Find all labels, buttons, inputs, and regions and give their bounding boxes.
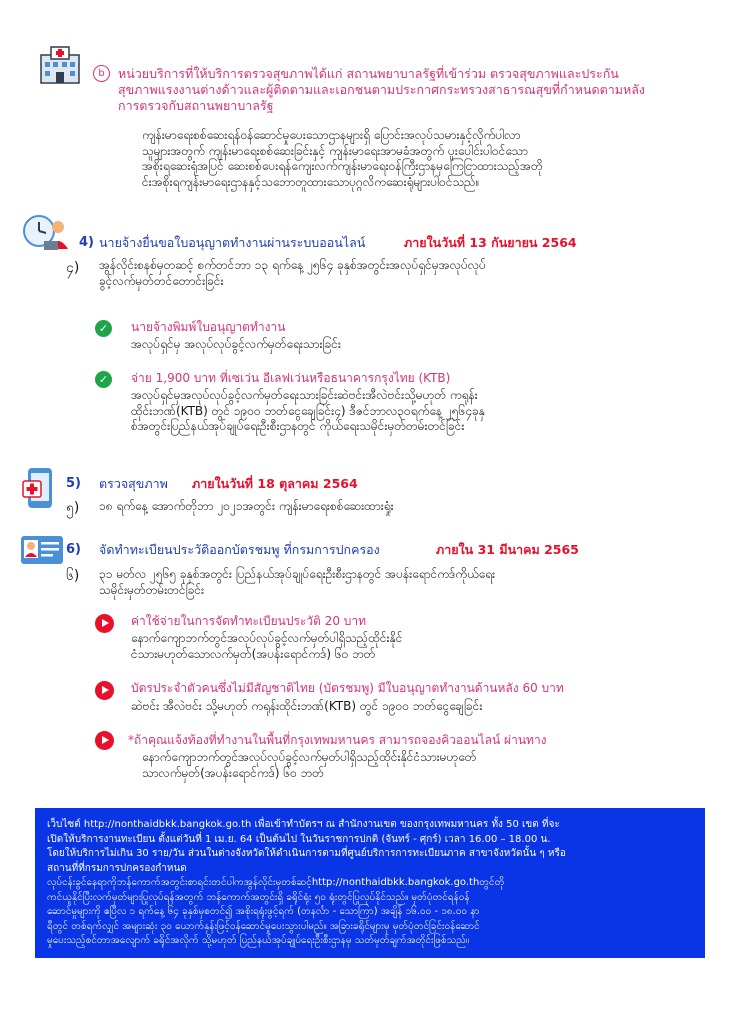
- hospital-icon: [38, 45, 82, 85]
- section-4-item-2-my-line: စ်အတွင်းပြည်နယ်အုပ်ချုပ်ရေးဦးစီးဌာနတွင် ကိုယ်ရေးသမိုင်းမှတ်တမ်းတင်ခြင်း: [131, 419, 465, 433]
- play-icon: [95, 614, 114, 633]
- online-clock-icon: [22, 213, 70, 253]
- footer-my-line: ရီတွင် တစ်ရက်လျှင် အများဆုံး ၃၀ ယောက်နှန်းဖြင့်ဝန်ဆောင်မှုပေးသွားပါမည်။ အခြားခရိုင်များမှ မှတ်ပုံတင်ခြင်းဝန်ဆောင်: [47, 920, 480, 932]
- section-6-item-1-my-line: ငံသားမဟုတ်သောလက်မှတ်(အပန်းရောင်ကဒ်) ၆၀ ဘတ်: [131, 646, 376, 661]
- section-6-item-1-my-line: နောက်ကျောဘက်တွင်အလုပ်လုပ်ခွင့်လက်မှတ်ပါရှိသည့်ထိုင်းနိုင်: [131, 631, 403, 645]
- section-4-number: 4): [79, 235, 94, 250]
- section-6-my-number: ၆): [66, 568, 80, 584]
- footer-th-line: สถานที่ที่กรมการปกครองกำหนด: [47, 862, 187, 874]
- footer-my-line: ဆောင်မှုများကို ဧပြီလ ၁ ရက်နေ့ ၆၄ ခုနှစ်မှစတင်၍ အစိုးရရုံးဖွင့်ရက် (တနင်္လာ - သောကြာ) အချိန် ၁၆.၀၀ - ၁၈.၀၀ နာ: [47, 906, 480, 917]
- play-icon: [95, 731, 114, 750]
- section-6-my-line: ၃၁ မတ်လ ၂၅၆၅ ခုနှစ်အတွင်း ပြည်နယ်အုပ်ချုပ်ရေးဦးစီးဌာနတွင် အပန်းရောင်ကဒ်ကိုယ်ရေး: [99, 567, 496, 581]
- section-4-deadline: ภายในวันที่ 13 กันยายน 2564: [404, 235, 577, 250]
- section-b-heading-line: หน่วยบริการที่ให้บริการตรวจสุขภาพได้แก่ สถานพยาบาลรัฐที่เข้าร่วม ตรวจสุขภาพและประกัน: [118, 66, 619, 81]
- section-4-my-line: အွန်လိုင်းစနစ်မှတဆင့် စက်တင်ဘာ ၁၃ ရက်နေ့ ၂၅၆၄ ခုနှစ်အတွင်းအလုပ်ရှင်မှအလုပ်လုပ်: [99, 258, 486, 272]
- footer-th-line: เปิดให้บริการงานทะเบียน ตั้งแต่วันที่ 1 เม.ย. 64 เป็นต้นไป ในวันราชการปกติ (จันทร์ - ศุกร์) เวลา 16.00 – 18.00 น.: [47, 833, 551, 845]
- section-6-deadline: ภายใน 31 มีนาคม 2565: [436, 542, 579, 557]
- section-6-my-line: သမိုင်းမှတ်တမ်းတင်ခြင်း: [99, 582, 205, 597]
- section-6-item-1-my: [131, 631, 691, 662]
- footer-th-line: โดยให้บริการไม่เกิน 30 ราย/วัน ส่วนในต่างจังหวัดให้ดำเนินการตามที่ศูนย์บริการการทะเบียนภาค สาขาจังหวัดนั้น ๆ หรือ: [47, 848, 566, 859]
- play-icon: [95, 681, 114, 700]
- section-6-item-3-my-line: နောက်ကျောဘက်တွင်အလုပ်လုပ်ခွင့်လက်မှတ်ပါရှိသည့်ထိုင်းနိုင်ငံသားမဟုတ်ေ: [142, 750, 477, 764]
- section-6-item-2-th: บัตรประจำตัวคนซึ่งไม่มีสัญชาติไทย (บัตรชมพู) มีใบอนุญาตทำงานด้านหลัง 60 บาท: [131, 681, 564, 695]
- section-4-my-number: ၄): [66, 260, 80, 276]
- section-b-body-line: သူများအတွက် ကျန်းမာရေးစစ်ဆေးခြင်းနှင့် ကျန်းမာရေးအာမခံအတွက် ပူးပေါင်းပါဝင်သော: [142, 143, 528, 158]
- section-b-heading-line: การตรวจกับสถานพยาบาลรัฐ: [118, 98, 274, 113]
- section-4-item-1-my: အလုပ်ရှင်မှ အလုပ်လုပ်ခွင့်လက်မှတ်ရေးသားခြင်း: [131, 337, 341, 351]
- section-6-item-1-th: ค่าใช้จ่ายในการจัดทำทะเบียนประวัติ 20 บาท: [131, 614, 367, 628]
- section-6-number: 6): [66, 542, 81, 557]
- section-4-item-1-th: นายจ้างพิมพ์ใบอนุญาตทำงาน: [131, 320, 286, 334]
- section-6-item-3-th: *ถ้าคุณแจ้งท้องที่ทำงานในพื้นที่กรุงเทพมหานคร สามารถจองคิวออนไลน์ ผ่านทาง: [128, 733, 547, 747]
- section-4-item-2-my-line: အလုပ်ရှင်မှအလုပ်လုပ်ခွင့်လက်မှတ်ရေးသားခြင်းဆဲဗင်းအီလဲဗင်းသို့မဟုတ် ကရုန်း: [131, 388, 478, 402]
- section-6-title: จัดทำทะเบียนประวัติออกบัตรชมพู ที่กรมการปกครอง: [99, 542, 380, 557]
- footer-my-line: လုပ်ငန်းခွင်နေရာကိုဘန်ကောက်အတွင်းစာရင်းတင်ပါကအွန်လိုင်းမှတစ်ဆင့်http://nonthaidbkk.bangkok.go.thတွင်တို: [47, 877, 505, 888]
- section-4-item-2-my-line: ထိုင်းဘဏ်(KTB) တွင် ၁၉၀၀ ဘတ်ငွေချေခြင်း၄) ဒီဇင်ဘာလ၃၀ရက်နေ့ ၂၅၆၄ခုနှ: [131, 403, 485, 418]
- info-footer-box: [35, 808, 705, 958]
- section-6-item-3-my: [142, 750, 702, 781]
- section-6-item-2-my: ဆဲဗင်း အီလဲဗင်း သို့မဟုတ် ကရုန်းထိုင်းဘဏ်(KTB) တွင် ၁၉၀၀ ဘတ်ငွေချေခြင်း: [131, 699, 483, 713]
- section-b-heading-line: สุขภาพแรงงานต่างด้าวและผู้ติดตามและเอกชนตามประกาศกระทรวงสาธารณสุขที่กำหนดตามหลัง: [118, 82, 646, 97]
- section-b-body-line: ကျန်းမာရေးစစ်ဆေးရန်ဝန်ဆောင်မှုပေးသောဌာနများရှိ ပြောင်းအလုပ်သမားနှင့်လိုက်ပါလာ: [142, 128, 521, 142]
- footer-my-line: ကင်ယူနိုင်ပြီးလက်မှတ်များပြုလုပ်ရန်အတွက် ဘန်ကောက်အတွင်းရှိ ခရိုင်ရုံး ၅၀ ရုံးတွင်ပြုလုပ်နိုင်သည်။ မှတ်ပုံတင်ရန်ဝန်: [47, 891, 470, 903]
- section-b-body-line: င်းအစိုးရကျန်းမာရေးဌာနနှင့်သဘောတူထားသောပုဂ္ဂလိကဆေးရုံများပါဝင်သည်။: [142, 174, 480, 189]
- section-4-title: นายจ้างยื่นขอใบอนุญาตทำงานผ่านระบบออนไลน์: [99, 235, 366, 250]
- section-4-item-2-th: จ่าย 1,900 บาท ที่เซเว่น อีเลฟเว่นหรือธนาคารกรุงไทย (KTB): [131, 371, 451, 385]
- section-5-my-number: ၅): [66, 500, 80, 516]
- section-b-heading: [118, 66, 698, 114]
- section-4-my-line: ခွင့်လက်မှတ်တင်တောင်းခြင်း: [99, 273, 224, 288]
- section-5-number: 5): [66, 476, 81, 491]
- section-4-item-2-my: [131, 388, 691, 435]
- section-5-title: ตรวจสุขภาพ: [99, 476, 168, 491]
- section-6-my-text: [99, 567, 709, 598]
- section-5-my-text: ၁၈ ရက်နေ့ အောက်တိုဘာ ၂၀၂၁အတွင်း ကျန်းမာရေးစစ်ဆေးထားရှုံး: [99, 499, 394, 513]
- footer-my-line: မှုပေးသည့်စင်တာအလျောက် ခရိုင်အလိုက် သို့မဟုတ် ပြည်နယ်အုပ်ချုပ်ရေးဦးစီးဌာနမှ သတ်မှတ်ချက်အတိုင်းဖြစ်သည်။: [47, 935, 469, 946]
- footer-th-line: เว็บไซต์ http://nonthaidbkk.bangkok.go.th เพื่อเข้าทำบัตรฯ ณ สำนักงานเขต ของกรุงเทพมหานคร ทั้ง 50 เขต ที่จะ: [47, 819, 560, 830]
- section-5-deadline: ภายในวันที่ 18 ตุลาคม 2564: [192, 476, 358, 491]
- id-card-icon: [20, 535, 64, 565]
- section-6-item-3-my-line: သာလက်မှတ်(အပန်းရောင်ကဒ်) ၆၀ ဘတ်: [142, 765, 324, 780]
- section-b-body-line: အစိုးရဆေးရုံအပြင် ဆေးစစ်ပေးရန်ကျေးလက်ကျန်းမာရေးဝန်ကြီးဌာနမှကြေငြာထားသည့်အတို: [142, 159, 543, 173]
- section-b-body: [142, 128, 702, 190]
- check-icon: ✓: [95, 371, 112, 388]
- check-icon: ✓: [95, 320, 112, 337]
- section-4-my-text: [99, 258, 699, 289]
- section-b-marker: b: [93, 65, 110, 82]
- phone-health-icon: [22, 467, 56, 509]
